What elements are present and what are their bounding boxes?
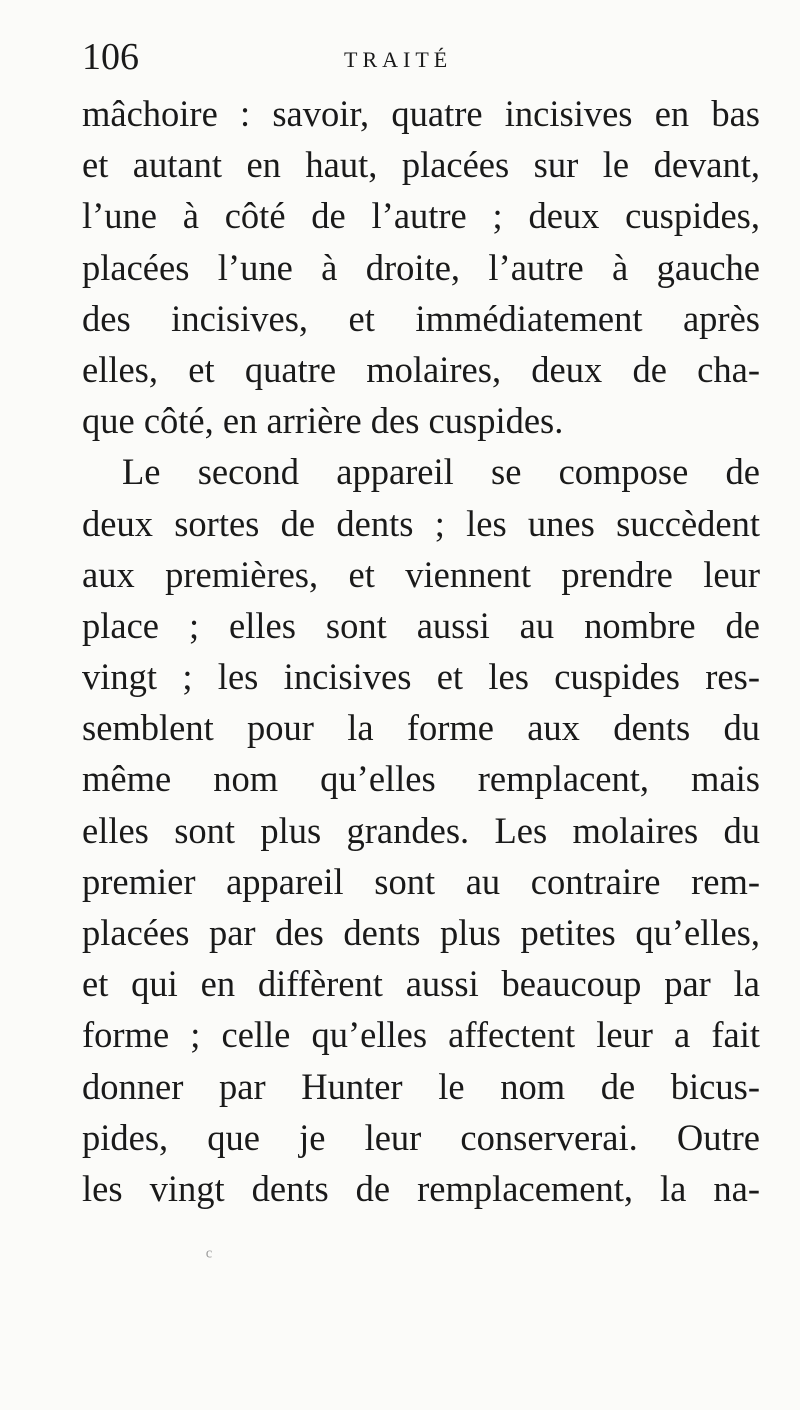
text-line: que côté, en arrière des cuspides. bbox=[82, 400, 564, 442]
text-line: l’une à côté de l’autre ; deux cuspides, bbox=[82, 195, 760, 237]
paper-speck: ᶜ bbox=[206, 1244, 213, 1270]
text-line: et autant en haut, placées sur le devant, bbox=[82, 144, 760, 186]
text-line: même nom qu’elles remplacent, mais bbox=[82, 758, 760, 800]
text-line: premier appareil sont au contraire rem- bbox=[82, 860, 760, 902]
paragraph-1 bbox=[82, 88, 760, 446]
text-line: semblent pour la forme aux dents du bbox=[82, 707, 760, 749]
text-line: Le second appareil se compose de bbox=[122, 451, 760, 493]
text-line: deux sortes de dents ; les unes succèdent bbox=[82, 502, 760, 544]
text-line: les vingt dents de remplacement, la na- bbox=[82, 1167, 760, 1209]
text-line: placées par des dents plus petites qu’elles, bbox=[82, 912, 760, 953]
text-line: elles sont plus grandes. Les molaires du bbox=[82, 809, 760, 851]
text-line: pides, que je leur conserverai. Outre bbox=[82, 1116, 760, 1158]
page-number: 106 bbox=[82, 36, 139, 78]
text-line: place ; elles sont aussi au nombre de bbox=[82, 604, 760, 646]
text-line: placées l’une à droite, l’autre à gauche bbox=[82, 246, 760, 288]
text-line: des incisives, et immédiatement après bbox=[82, 297, 760, 339]
text-line: forme ; celle qu’elles affectent leur a fait bbox=[82, 1014, 760, 1056]
text-line: aux premières, et viennent prendre leur bbox=[82, 553, 760, 595]
body-text bbox=[82, 88, 760, 1214]
text-line: mâchoire : savoir, quatre incisives en bas bbox=[82, 93, 760, 134]
text-line: et qui en diffèrent aussi beaucoup par la bbox=[82, 963, 760, 1005]
text-line: elles, et quatre molaires, deux de cha- bbox=[82, 348, 760, 390]
text-line: vingt ; les incisives et les cuspides res- bbox=[82, 656, 760, 698]
running-title: TRAITÉ bbox=[344, 47, 453, 72]
paragraph-2 bbox=[82, 446, 760, 1214]
text-line: donner par Hunter le nom de bicus- bbox=[82, 1065, 760, 1107]
running-head bbox=[82, 32, 760, 82]
